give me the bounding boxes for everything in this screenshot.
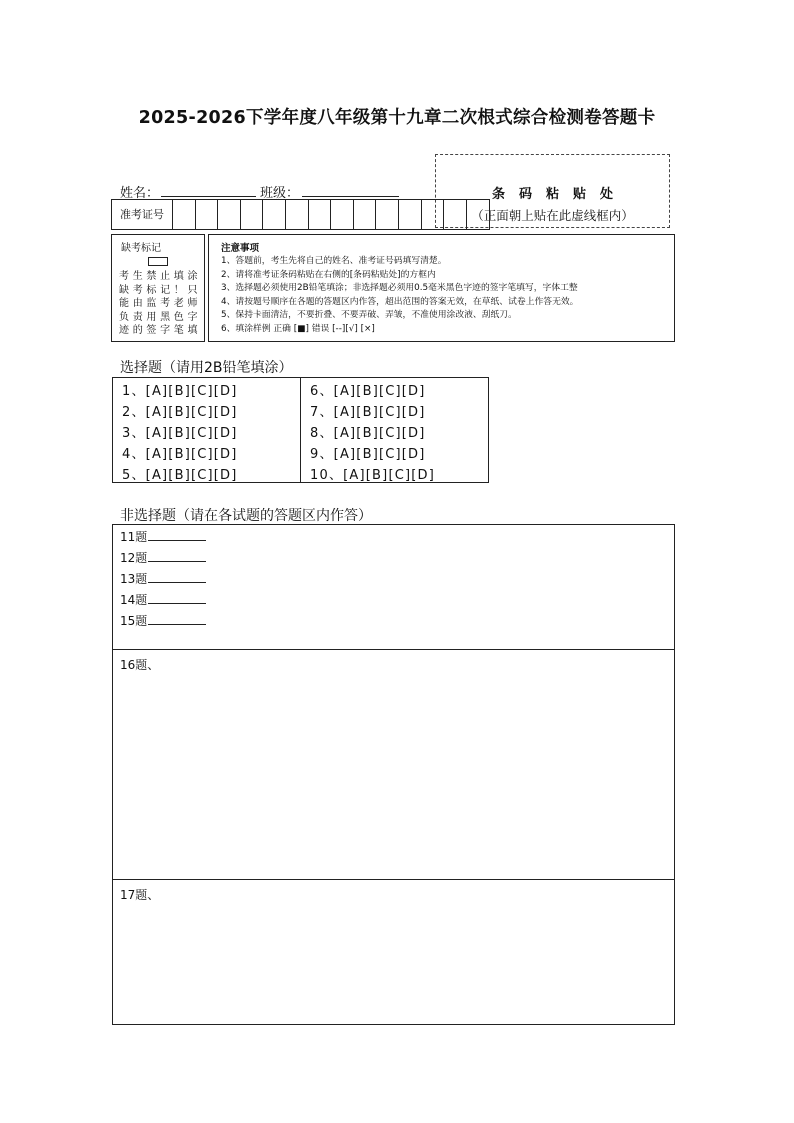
fill-question[interactable] [120,591,206,608]
fill-question[interactable] [120,549,206,566]
exam-number-cell[interactable] [218,200,241,229]
class-field[interactable] [302,196,399,197]
fill-question-label: 13题 [120,572,148,586]
notice-item: 3、选择题必须使用2B铅笔填涂；非选择题必须用0.5毫米黑色字迹的签字笔填写，字体工整 [221,283,578,294]
absent-text-line: 缺考标记！只 [119,284,198,296]
notice-item: 6、填涂样例 正确 [■] 错误 [--][√] [×] [221,323,375,334]
fill-question-label: 11题 [120,530,148,544]
choice-row[interactable]: 9、[A][B][C][D] [310,447,426,462]
exam-number-cell[interactable] [444,200,467,229]
page-title: 2025-2026下学年度八年级第十九章二次根式综合检测卷答题卡 [138,108,656,128]
notice-box [208,234,675,342]
question-17-label: 17题、 [120,888,160,902]
notice-item: 1、答题前，考生先将自己的姓名、准考证号码填写清楚。 [221,256,447,266]
fill-blank[interactable] [148,531,206,541]
exam-number-cell[interactable] [263,200,286,229]
exam-number-cell[interactable] [399,200,422,229]
fill-question-label: 15题 [120,614,148,628]
barcode-note: （正面朝上贴在此虚线框内） [471,208,634,223]
fill-blank[interactable] [148,615,206,625]
fill-blank[interactable] [148,594,206,604]
absent-text-line: 能由监考老师 [119,298,198,309]
exam-number-cell[interactable] [354,200,377,229]
exam-number-cell[interactable] [196,200,219,229]
notice-item: 2、请将准考证条码粘贴在右侧的[条码粘贴处]的方框内 [221,269,436,280]
answer-divider [112,649,675,650]
fill-question-label: 14题 [120,593,148,607]
absent-text-line: 考生禁止填涂 [119,271,198,282]
choice-row[interactable]: 5、[A][B][C][D] [122,468,238,483]
choice-row[interactable]: 6、[A][B][C][D] [310,384,426,399]
choice-section-heading: 选择题（请用2B铅笔填涂） [120,360,293,376]
barcode-title: 条码粘贴处 [491,187,627,202]
fill-blank[interactable] [148,573,206,583]
absent-text-line: 迹的签字笔填 [119,325,198,336]
exam-number-cell[interactable] [286,200,309,229]
absent-mark-title: 缺考标记 [121,243,161,254]
question-16-answer-area[interactable] [114,672,673,877]
nonchoice-section-heading: 非选择题（请在各试题的答题区内作答） [120,508,372,524]
absent-mark-instructions [119,270,198,338]
name-label: 姓名： [120,186,160,201]
answer-divider [112,879,675,880]
fill-question[interactable] [120,528,206,545]
choice-row[interactable]: 1、[A][B][C][D] [122,384,238,399]
choice-row[interactable]: 10、[A][B][C][D] [310,468,436,483]
exam-number-cell[interactable] [422,200,445,229]
choice-row[interactable]: 4、[A][B][C][D] [122,447,238,462]
class-label: 班级： [260,186,300,201]
exam-number-cell[interactable] [309,200,332,229]
question-16-label: 16题、 [120,658,160,672]
exam-number-cell[interactable] [467,200,490,229]
choice-row[interactable]: 2、[A][B][C][D] [122,405,238,420]
absent-mark-box [111,234,205,342]
exam-number-cell[interactable] [241,200,264,229]
absent-text-line: 负责用黑色字 [119,311,198,323]
exam-number-label: 准考证号 [112,200,173,229]
choice-row[interactable]: 8、[A][B][C][D] [310,426,426,441]
notice-item: 4、请按题号顺序在各题的答题区内作答，超出范围的答案无效，在草纸、试卷上作答无效。 [221,296,579,307]
exam-number-grid [111,199,490,230]
exam-number-cell[interactable] [376,200,399,229]
exam-number-cell[interactable] [331,200,354,229]
notice-item: 5、保持卡面清洁，不要折叠、不要弄破、弄皱，不准使用涂改液、刮纸刀。 [221,310,517,321]
choice-row[interactable]: 3、[A][B][C][D] [122,426,238,441]
fill-question[interactable] [120,612,206,629]
choice-row[interactable]: 7、[A][B][C][D] [310,405,426,420]
fill-question-label: 12题 [120,551,148,565]
question-17-answer-area[interactable] [114,902,673,1023]
absent-mark-bubble[interactable] [148,257,168,266]
fill-question[interactable] [120,570,206,587]
name-field[interactable] [161,196,256,197]
choice-column-divider [300,377,301,483]
fill-blank[interactable] [148,552,206,562]
exam-number-cell[interactable] [173,200,196,229]
notice-title: 注意事项 [221,243,260,254]
